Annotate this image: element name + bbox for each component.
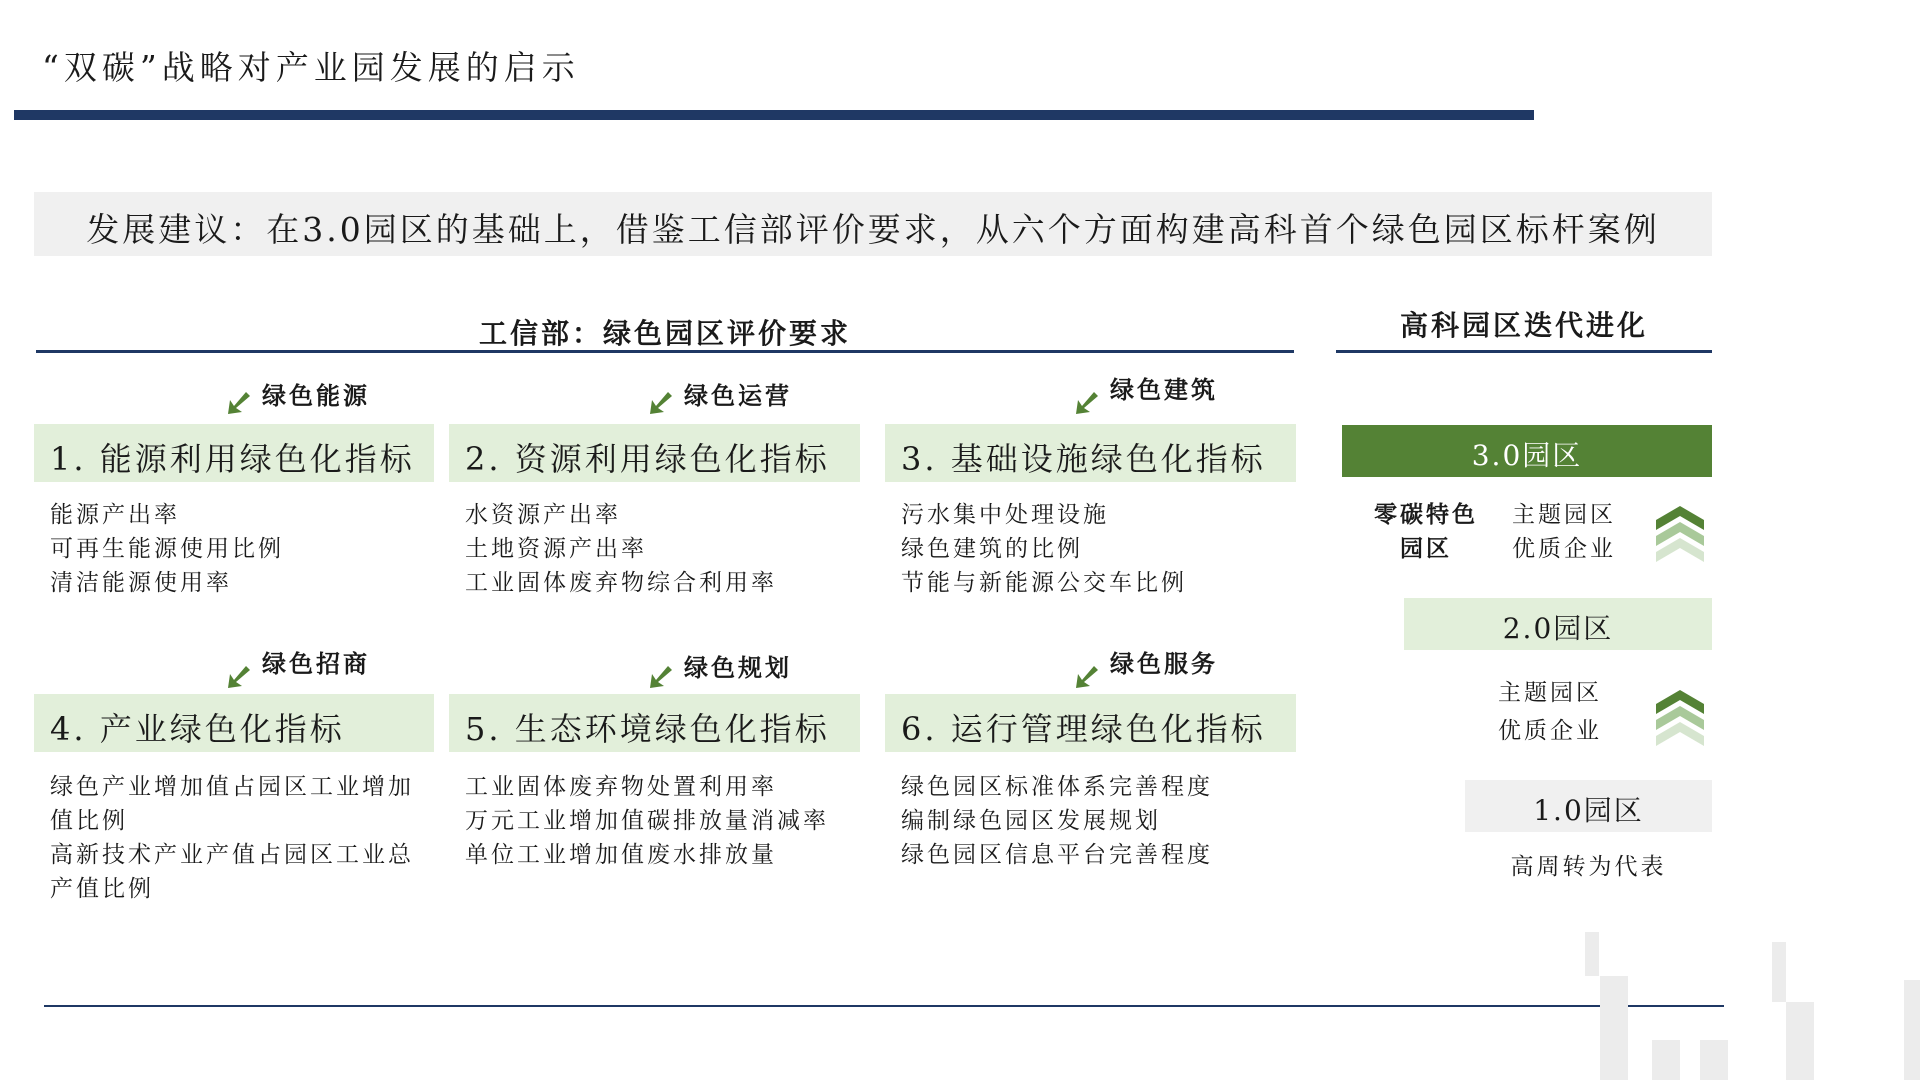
list-item: 工业固体废弃物处置利用率 (465, 774, 777, 800)
list-item: 能源产出率 (50, 502, 180, 528)
card-title: 3. 基础设施绿色化指标 (901, 440, 1266, 478)
card-title: 5. 生态环境绿色化指标 (465, 710, 830, 748)
right-section-heading: 高科园区迭代进化 (1399, 309, 1648, 342)
list-item: 节能与新能源公交车比例 (901, 570, 1187, 596)
decorative-block (1904, 980, 1920, 1080)
title-underline-bar (14, 110, 1534, 120)
list-item: 编制绿色园区发展规划 (901, 808, 1161, 834)
indicator-list (465, 498, 865, 600)
arrow-down-left-icon (650, 666, 672, 688)
park-3-0-base (1500, 498, 1628, 566)
list-item: 水资源产出率 (465, 502, 621, 528)
indicator-card-2 (449, 424, 860, 482)
park-2-0-label: 2.0园区 (1404, 598, 1712, 650)
arrow-down-left-icon (228, 392, 250, 414)
card-tag: 绿色能源 (262, 381, 370, 410)
card-title: 6. 运行管理绿色化指标 (901, 710, 1266, 748)
list-item: 可再生能源使用比例 (50, 536, 284, 562)
feature-line: 园区 (1400, 535, 1452, 562)
list-item: 土地资源产出率 (465, 536, 647, 562)
decorative-block (1772, 942, 1786, 1002)
arrow-down-left-icon (650, 392, 672, 414)
chevron-up-stack-icon (1656, 690, 1704, 748)
recommendation-banner (34, 192, 1712, 256)
park-3-0-feature (1362, 498, 1490, 566)
list-item: 绿色建筑的比例 (901, 536, 1083, 562)
indicator-card-1 (34, 424, 434, 482)
indicator-list (50, 770, 420, 906)
indicator-list (50, 498, 430, 600)
list-item: 绿色园区标准体系完善程度 (901, 774, 1213, 800)
feature-line: 零碳特色 (1374, 501, 1478, 528)
card-title: 4. 产业绿色化指标 (50, 710, 345, 748)
footer-divider (44, 1005, 1724, 1007)
left-section-underline (36, 350, 1294, 353)
feature-line: 优质企业 (1512, 536, 1616, 562)
list-item: 绿色产业增加值占园区工业增加值比例 (50, 774, 414, 834)
card-title: 2. 资源利用绿色化指标 (465, 440, 830, 478)
card-tag: 绿色规划 (684, 653, 792, 682)
list-item: 绿色园区信息平台完善程度 (901, 842, 1213, 868)
indicator-card-3 (885, 424, 1296, 482)
list-item: 清洁能源使用率 (50, 570, 232, 596)
decorative-block (1585, 932, 1599, 976)
indicator-list (465, 770, 875, 872)
card-title: 1. 能源利用绿色化指标 (50, 440, 415, 478)
list-item: 工业固体废弃物综合利用率 (465, 570, 777, 596)
arrow-down-left-icon (1076, 666, 1098, 688)
indicator-card-6 (885, 694, 1296, 752)
park-2-0-feature (1470, 674, 1630, 750)
park-1-0-caption: 高周转为代表 (1510, 854, 1667, 880)
list-item: 污水集中处理设施 (901, 502, 1109, 528)
decorative-block (1600, 976, 1628, 1080)
park-3-0-label: 3.0园区 (1342, 425, 1712, 477)
arrow-down-left-icon (1076, 392, 1098, 414)
right-section-underline (1336, 350, 1712, 353)
arrow-down-left-icon (228, 666, 250, 688)
banner-text: 发展建议：在3.0园区的基础上，借鉴工信部评价要求，从六个方面构建高科首个绿色园区标杆案例 (86, 210, 1660, 249)
card-tag: 绿色服务 (1110, 649, 1218, 678)
chevron-up-stack-icon (1656, 506, 1704, 564)
card-tag: 绿色招商 (262, 649, 370, 678)
card-tag: 绿色运营 (684, 381, 792, 410)
list-item: 高新技术产业产值占园区工业总产值比例 (50, 842, 414, 902)
park-1-0-label: 1.0园区 (1465, 780, 1712, 832)
feature-line: 主题园区 (1498, 680, 1602, 706)
card-tag: 绿色建筑 (1110, 375, 1218, 404)
indicator-list (901, 498, 1301, 600)
indicator-card-4 (34, 694, 434, 752)
decorative-block (1786, 1002, 1814, 1080)
list-item: 单位工业增加值废水排放量 (465, 842, 777, 868)
list-item: 万元工业增加值碳排放量消减率 (465, 808, 829, 834)
left-section-heading: 工信部：绿色园区评价要求 (478, 317, 851, 350)
feature-line: 主题园区 (1512, 502, 1616, 528)
decorative-block (1652, 1040, 1680, 1080)
feature-line: 优质企业 (1498, 718, 1602, 744)
page-title: “双碳”战略对产业园发展的启示 (42, 48, 580, 87)
decorative-block (1700, 1040, 1728, 1080)
indicator-list (901, 770, 1301, 872)
indicator-card-5 (449, 694, 860, 752)
